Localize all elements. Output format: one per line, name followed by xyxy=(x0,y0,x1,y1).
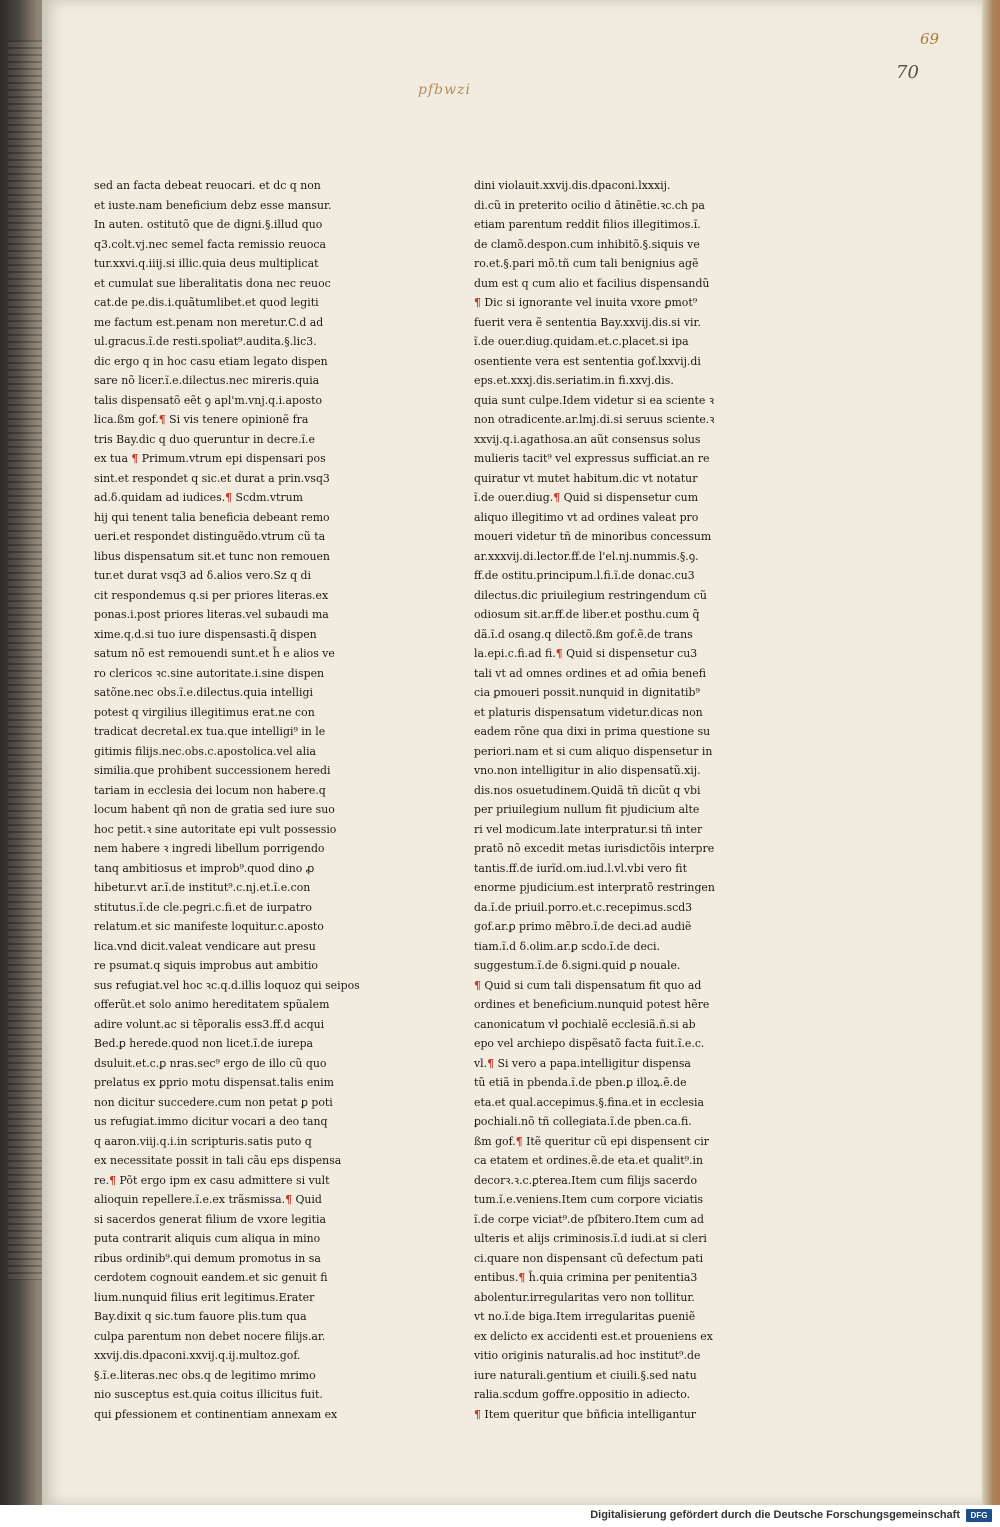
text-line: osentiente vera est sententia gof.lxxvij.di xyxy=(474,354,701,368)
text-line: tiam.ĩ.d ẟ.olim.ar.ꝑ scdo.ĩ.de deci. xyxy=(474,939,660,953)
text-line: satõne.nec obs.ĩ.e.dilectus.quia intelligi xyxy=(94,686,313,699)
paragraph-mark: ¶ xyxy=(487,1056,495,1070)
text-column-left xyxy=(94,176,398,1424)
text-line: canonicatum vł ꝑochialẽ ecclesiã.ñ.si ab xyxy=(474,1017,696,1031)
text-line: sare nõ licer.ĩ.e.dilectus.nec mireris.quia xyxy=(94,374,320,387)
text-line: abolentur.irregularitas vero non tollitur. xyxy=(474,1290,695,1304)
text-line: ¶ Quid si cum tali dispensatum fit quo ad xyxy=(474,978,702,992)
text-line: hoc petit.ꝛ sine autoritate epi vult possessio xyxy=(94,822,337,836)
text-line: fuerit vera ẽ sententia Bay.xxvij.dis.si vir. xyxy=(474,315,701,329)
text-line: similia.que prohibent successionem heredi xyxy=(94,764,331,777)
paragraph-mark: ¶ xyxy=(518,1271,526,1284)
text-line: sint.et respondet q sic.et durat a prin.vsq3 xyxy=(94,471,330,485)
text-line: talis dispensatõ eẽt ꝯ apl'm.vnj.q.i.aposto xyxy=(94,393,323,407)
text-line: sed an facta debeat reuocari. et dc q non xyxy=(94,179,321,192)
text-line: cia ꝑmoueri possit.nunquid in dignitatib⁹ xyxy=(474,686,700,699)
text-line: q3.colt.vj.nec semel facta remissio reuoca xyxy=(94,237,327,251)
text-line: ca etatem et ordines.ẽ.de eta.et qualit⁹.in xyxy=(474,1154,703,1167)
text-line: cit respondemus q.si per priores literas.ex xyxy=(94,588,329,602)
text-line: di.cũ in preterito ocilio d ãtinẽtie.ꝛc.ch pa xyxy=(474,198,705,212)
text-line: ¶ Dic si ignorante vel inuita vxore ꝑmot⁹ xyxy=(474,296,698,309)
folio-number: 69 xyxy=(920,30,940,48)
text-line: vt no.ĩ.de biga.Item irregularitas ꝑueniẽ xyxy=(474,1310,696,1323)
text-line: qui ꝑfessionem et continentiam annexam ex xyxy=(94,1407,338,1421)
margin-note: pfbwzi xyxy=(418,82,471,98)
text-line: Bed.ꝑ herede.quod non licet.ĩ.de iurepa xyxy=(94,1037,314,1050)
text-line: quiratur vt mutet habitum.dic vt notatur xyxy=(474,471,698,485)
text-line: gitimis filijs.nec.obs.c.apostolica.vel alia xyxy=(94,744,317,758)
text-line: ro clericos ꝛc.sine autoritate.i.sine dispen xyxy=(94,666,325,680)
text-line: offerũt.et solo animo hereditatem spũalem xyxy=(94,998,330,1011)
text-line: ĩ.de ouer.diug.quidam.et.c.placet.si ipa xyxy=(474,335,689,348)
text-line: et platuris dispensatum videtur.dicas non xyxy=(474,705,703,719)
text-line: hibetur.vt ar.ĩ.de institut⁹.c.nj.et.ĩ.e.con xyxy=(94,881,311,894)
text-line: suggestum.ĩ.de ẟ.signi.quid ꝑ nouale. xyxy=(474,959,681,972)
text-line: ar.xxxvij.di.lector.ff.de l'el.nj.nummis.§.ꝯ. xyxy=(474,549,699,563)
dfg-logo-icon: DFG xyxy=(966,1509,992,1522)
text-line: dum est q cum alio et facilius dispensandũ xyxy=(474,276,710,290)
text-line: puta contrarit aliquis cum aliqua in mino xyxy=(94,1232,321,1245)
text-line: ueri.et respondet distinguẽdo.vtrum cũ ta xyxy=(94,530,326,543)
text-line: tariam in ecclesia dei locum non habere.q xyxy=(94,783,326,797)
text-line: nem habere ꝛ ingredi libellum porrigendo xyxy=(94,842,325,855)
text-line: ex necessitate possit in tali cãu eps dispensa xyxy=(94,1154,342,1167)
text-line: culpa parentum non debet nocere filijs.ar. xyxy=(94,1329,326,1343)
text-line: ul.gracus.ĩ.de resti.spoliat⁹.audita.§.lic3. xyxy=(94,335,317,348)
text-line: tur.xxvi.q.iiij.si illic.quia deus multiplicat xyxy=(94,257,319,270)
text-line: adire volunt.ac si tẽporalis ess3.ff.d acqui xyxy=(94,1017,325,1031)
text-line: epo vel archiepo dispẽsatõ facta fuit.ĩ.e.c. xyxy=(474,1037,705,1050)
text-line: et cumulat sue liberalitatis dona nec reuoc xyxy=(94,276,331,290)
text-line: tur.et durat vsq3 ad ẟ.alios vero.Sz q di xyxy=(94,569,311,582)
text-line: eps.et.xxxj.dis.seriatim.in fi.xxvj.dis. xyxy=(474,374,674,387)
text-line: non dicitur succedere.cum non petat ꝑ poti xyxy=(94,1095,333,1109)
text-line: relatum.et sic manifeste loquitur.c.aposto xyxy=(94,920,324,933)
text-line: stitutus.ĩ.de cle.pegri.c.fi.et de iurpatro xyxy=(94,900,312,914)
text-line: sus refugiat.vel hoc ꝛc.q.d.illis loquoz qui seipos xyxy=(94,978,360,992)
text-line: dini violauit.xxvij.dis.dpaconi.lxxxij. xyxy=(474,179,671,192)
text-line: dis.nos osuetudinem.Quidã tñ dicũt q vbi xyxy=(474,783,701,797)
footer-bar xyxy=(0,1505,1000,1527)
text-line: de clamõ.despon.cum inhibitõ.§.siquis ve xyxy=(474,237,700,251)
text-column-right xyxy=(474,176,774,1424)
text-line: ex delicto ex accidenti est.et proueniens ex xyxy=(474,1329,713,1343)
text-line: prelatus ex ꝑprio motu dispensat.talis enim xyxy=(94,1076,334,1089)
text-line: gof.ar.ꝑ primo mẽbro.ĩ.de deci.ad audiẽ xyxy=(474,920,692,933)
text-line: decorꝛ.ꝛ.c.ꝑterea.Item cum filijs sacerdo xyxy=(474,1173,698,1187)
text-line: vitio originis naturalis.ad hoc institut⁹.de xyxy=(474,1349,701,1362)
text-line: me factum est.penam non meretur.C.d ad xyxy=(94,315,324,329)
text-line: odiosum sit.ar.ff.de liber.et posthu.cum q̃ xyxy=(474,608,700,621)
text-line: tantis.ff.de iurĩd.om.iud.l.vl.vbi vero fit xyxy=(474,861,687,875)
text-line: xxvij.dis.dpaconi.xxvij.q.ij.multoz.gof. xyxy=(94,1349,301,1362)
text-line: dsuluit.et.c.ꝑ nras.sec⁹ ergo de illo cũ quo xyxy=(94,1056,327,1070)
text-line: aliquo illegitimo vt ad ordines valeat pro xyxy=(474,510,699,524)
text-line: moueri videtur tñ de minoribus concessum xyxy=(474,530,712,543)
footer-credit: Digitalisierung gefördert durch die Deutsche Forschungsgemeinschaft xyxy=(590,1509,960,1521)
text-line: ralia.scdum goffre.oppositio in adiecto. xyxy=(474,1388,691,1401)
paragraph-mark: ¶ xyxy=(158,413,166,426)
paragraph-mark: ¶ xyxy=(555,647,563,660)
text-line: da.ĩ.de priuil.porro.et.c.recepimus.scd3 xyxy=(474,900,693,914)
text-line: xime.q.d.si tuo iure dispensasti.q̃ dispen xyxy=(94,627,317,641)
text-line: In auten. ostitutõ que de digni.§.illud quo xyxy=(94,218,323,231)
paragraph-mark: ¶ xyxy=(553,491,561,504)
paragraph-mark: ¶ xyxy=(474,296,481,309)
text-line: ci.quare non dispensant cũ defectum pati xyxy=(474,1251,704,1265)
text-line: Bay.dixit q sic.tum fauore plis.tum qua xyxy=(94,1310,307,1323)
paragraph-mark: ¶ xyxy=(225,491,233,504)
text-line: et iuste.nam beneficium debz esse mansur. xyxy=(94,198,332,212)
text-line: tũ etiã in pbenda.ĩ.de pben.ꝑ illoꝝ.ẽ.de xyxy=(474,1076,687,1089)
text-line: lium.nunquid filius erit legitimus.Erater xyxy=(94,1290,315,1304)
text-line: tris Bay.dic q duo queruntur in decre.ĩ.e xyxy=(94,432,315,446)
text-line: potest q virgilius illegitimus erat.ne con xyxy=(94,705,315,719)
text-line: ff.de ostitu.principum.l.fi.ĩ.de donac.cu3 xyxy=(474,569,695,582)
text-line: si sacerdos generat filium de vxore legitia xyxy=(94,1212,326,1226)
paragraph-mark: ¶ xyxy=(474,978,481,992)
text-line: satum nõ est remouendi sunt.et h̃ e alios ve xyxy=(94,647,335,660)
text-line: mulieris tacit⁹ vel expressus sufficiat.an re xyxy=(474,452,710,465)
text-line: ĩ.de ouer.diug.¶ Quid si dispensetur cum xyxy=(474,491,699,504)
text-line: eadem rõne qua dixi in prima questione su xyxy=(474,725,711,738)
text-line: ribus ordinib⁹.qui demum promotus in sa xyxy=(94,1251,321,1265)
text-line: vno.non intelligitur in alio dispensatũ.xij. xyxy=(474,764,701,777)
text-line: la.epi.c.fi.ad fi.¶ Quid si dispensetur cu3 xyxy=(474,647,698,660)
text-line: non otradicente.ar.lmj.di.si seruus sciente.ꝛ xyxy=(474,413,715,426)
text-line: tum.ĩ.e.veniens.Item cum corpore viciatis xyxy=(474,1193,704,1206)
paragraph-mark: ¶ xyxy=(285,1193,292,1206)
text-line: us refugiat.immo dicitur vocari a deo tanq xyxy=(94,1115,328,1128)
text-line: nio susceptus est.quia coitus illicitus fuit. xyxy=(94,1388,323,1401)
text-line: dilectus.dic priuilegium restringendum cũ xyxy=(474,588,707,602)
paragraph-mark: ¶ xyxy=(474,1407,481,1421)
folio-number-handwritten: 70 xyxy=(896,62,919,83)
text-line: dã.ĩ.d osang.q dilectõ.ßm gof.ẽ.de trans xyxy=(474,627,693,641)
text-line: ex tua ¶ Primum.vtrum epi dispensari pos xyxy=(94,452,326,465)
text-line: entibus.¶ h̃.quia crimina per penitentia3 xyxy=(474,1271,698,1284)
text-line: ĩ.de corpe viciat⁹.de pſbitero.Item cum ad xyxy=(474,1212,704,1226)
paragraph-mark: ¶ xyxy=(515,1134,523,1148)
text-line: hij qui tenent talia beneficia debeant remo xyxy=(94,510,330,524)
paragraph-mark: ¶ xyxy=(131,452,139,465)
text-line: alioquin repellere.ĩ.e.ex trãsmissa.¶ Quid xyxy=(94,1193,322,1206)
text-line: ordines et beneficium.nunquid potest hẽre xyxy=(474,998,710,1011)
text-line: dic ergo q in hoc casu etiam legato dispen xyxy=(94,354,328,368)
text-line: tali vt ad omnes ordines et ad om̃ia benefi xyxy=(474,666,707,680)
text-line: tanq ambitiosus et improb⁹.quod dino ꝓ xyxy=(94,861,315,875)
text-line: cat.de pe.dis.i.quãtumlibet.et quod legiti xyxy=(94,296,319,309)
page-edge-right xyxy=(982,0,1000,1505)
text-line: per priuilegium nullum fit pjudicium alte xyxy=(474,803,700,816)
text-line: quia sunt culpe.Idem videtur si ea sciente ꝛ xyxy=(474,393,714,407)
text-line: §.ĩ.e.literas.nec obs.q de legitimo mrimo xyxy=(94,1368,316,1382)
text-line: etiam parentum reddit filios illegitimos.ĩ. xyxy=(474,218,701,231)
text-line: ¶ Item queritur que bñficia intelligantur xyxy=(474,1407,697,1421)
text-line: ulteris et alijs criminosis.ĩ.d iudi.at si cleri xyxy=(474,1232,707,1245)
text-line: pratõ nõ excedit metas iurisdictõis interpre xyxy=(474,842,715,855)
text-line: ponas.i.post priores literas.vel subaudi ma xyxy=(94,608,329,621)
text-line: lica.ßm gof.¶ Si vis tenere opinionẽ fra xyxy=(94,413,309,426)
text-line: iure naturali.gentium et ciuili.§.sed natu xyxy=(474,1368,697,1382)
text-line: ad.ẟ.quidam ad iudices.¶ Scdm.vtrum xyxy=(94,491,303,504)
text-line: vl.¶ Si vero a papa.intelligitur dispensa xyxy=(474,1056,691,1070)
paragraph-mark: ¶ xyxy=(109,1173,117,1187)
text-line: re psumat.q siquis improbus aut ambitio xyxy=(94,959,318,972)
text-line: locum habent qñ non de gratia sed iure suo xyxy=(94,803,335,816)
text-line: ri vel modicum.late interpratur.si tñ inter xyxy=(474,822,703,836)
text-line: xxvij.q.i.agathosa.an aũt consensus solus xyxy=(474,432,701,446)
text-line: cerdotem cognouit eandem.et sic genuit fi xyxy=(94,1271,328,1284)
text-line: tradicat decretal.ex tua.que intelligi⁹ in le xyxy=(94,725,326,738)
text-line: q aaron.viij.q.i.in scripturis.satis puto q xyxy=(94,1134,312,1148)
text-line: re.¶ Põt ergo ipm ex casu admittere si vult xyxy=(94,1173,330,1187)
text-line: lica.vnd dicit.valeat vendicare aut presu xyxy=(94,939,316,953)
text-line: ꝑochiali.nõ tñ collegiata.ĩ.de pben.ca.fi. xyxy=(474,1115,692,1128)
text-line: eta.et qual.accepimus.§.fina.et in ecclesia xyxy=(474,1095,704,1109)
text-line: libus dispensatum sit.et tunc non remouen xyxy=(94,549,330,563)
text-line: ßm gof.¶ Itẽ queritur cũ epi dispensent cir xyxy=(474,1134,709,1148)
text-line: enorme pjudicium.est interpratõ restringen xyxy=(474,881,715,894)
text-line: periori.nam et si cum aliquo dispensetur in xyxy=(474,744,713,758)
text-line: ro.et.§.pari mõ.tñ cum tali benignius agẽ xyxy=(474,257,699,270)
